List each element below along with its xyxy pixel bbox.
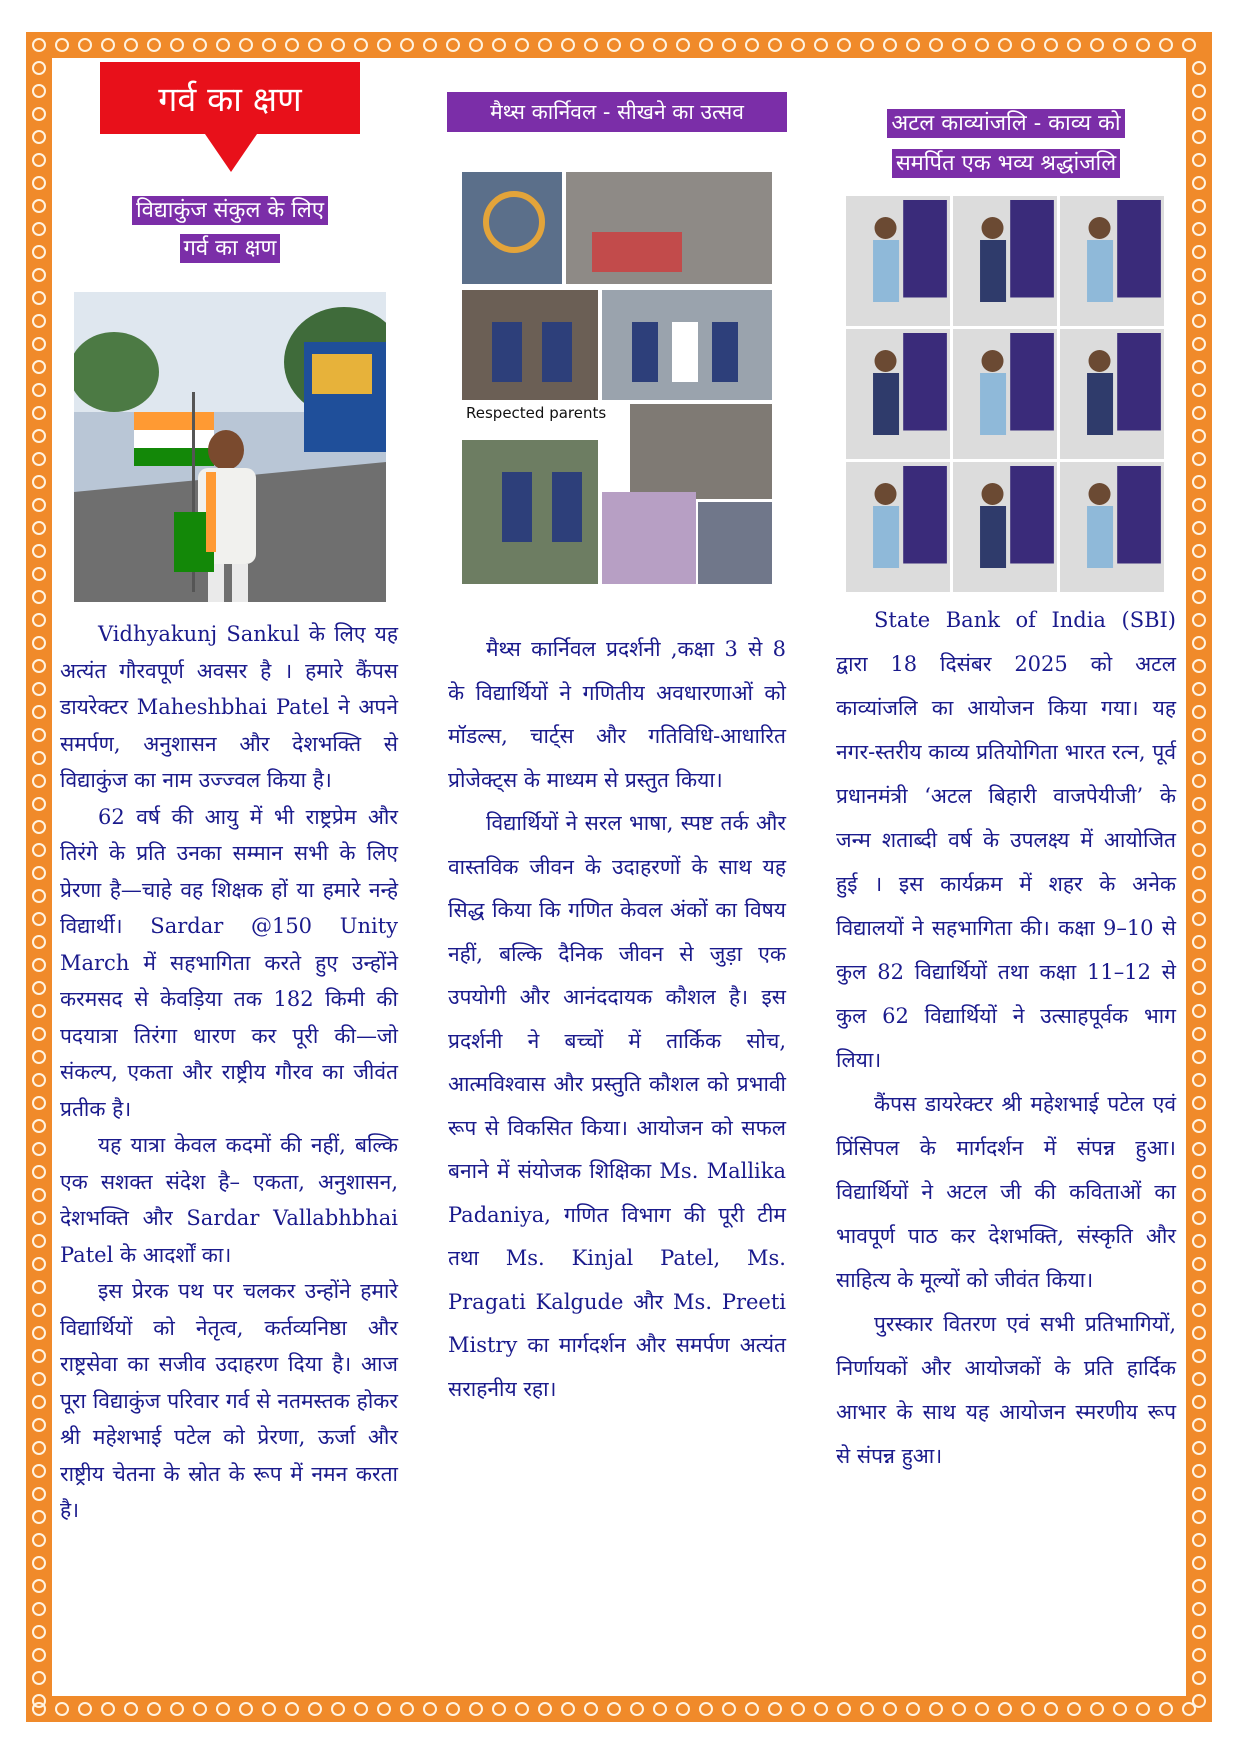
middle-title-text: मैथ्स कार्निवल - सीखने का उत्सव: [490, 100, 744, 124]
left-paragraph: Vidhyakunj Sankul के लिए यह अत्यंत गौरवपूर्ण अवसर है । हमारे कैंपस डायरेक्टर Maheshbhai Patel ने अपने समर्पण, अनुशासन और देशभक्ति से विद्याकुंज का नाम उज्ज्वल किया है।: [60, 622, 398, 792]
left-paragraph: इस प्रेरक पथ पर चलकर उन्होंने हमारे विद्यार्थियों को नेतृत्व, कर्तव्यनिष्ठा और राष्ट्रसेवा का सजीव उदाहरण दिया है। आज पूरा विद्याकुंज परिवार गर्व से नतमस्तक होकर श्री महेशभाई पटेल को प्रेरणा, ऊर्जा और राष्ट्रीय चेतना के स्रोत के रूप में नमन करता है।: [60, 1279, 398, 1522]
maths-carnival-collage: [462, 172, 772, 584]
left-article: [60, 616, 398, 1529]
left-banner-text: गर्व का क्षण: [158, 80, 302, 120]
right-article: [836, 598, 1176, 1478]
right-paragraph: कैंपस डायरेक्टर श्री महेशभाई पटेल एवं प्रिंसिपल के मार्गदर्शन में संपन्न हुआ। विद्यार्थियों ने अटल जी की कविताओं का भावपूर्ण पाठ कर देशभक्ति, संस्कृति और साहित्य के मूल्यों को जीवंत किया।: [836, 1092, 1176, 1292]
left-paragraph: 62 वर्ष की आयु में भी राष्ट्रप्रेम और तिरंगे के प्रति उनका सम्मान सभी के लिए प्रेरणा है—चाहे वह शिक्षक हों या हमारे नन्हे विद्यार्थी। Sardar @150 Unity March में सहभागिता करते हुए उन्होंने करमसद से केवड़िया तक 182 किमी की पदयात्रा तिरंगा धारण कर पूरी की—जो संकल्प, एकता और राष्ट्रीय गौरव का जीवंत प्रतीक है।: [60, 804, 398, 1121]
down-arrow-icon: [205, 134, 257, 172]
left-paragraph: यह यात्रा केवल कदमों की नहीं, बल्कि एक सशक्त संदेश है– एकता, अनुशासन, देशभक्ति और Sardar Vallabhbhai Patel के आदर्शों का।: [60, 1133, 398, 1267]
right-title-line2: समर्पित एक भव्य श्रद्धांजलि: [892, 149, 1120, 178]
right-paragraph: पुरस्कार वितरण एवं सभी प्रतिभागियों, निर्णायकों और आयोजकों के प्रति हार्दिक आभार के साथ यह आयोजन स्मरणीय रूप से संपन्न हुआ।: [836, 1312, 1176, 1468]
middle-article: [448, 628, 786, 1411]
left-subtitle-line2: गर्व का क्षण: [180, 234, 281, 263]
right-title-line1: अटल काव्यांजलि - काव्य को: [887, 109, 1124, 138]
left-subtitle-line1: विद्याकुंज संकुल के लिए: [132, 196, 328, 225]
unity-march-photo: [74, 292, 386, 602]
left-banner: [100, 62, 360, 134]
left-subtitle: [110, 192, 350, 268]
right-paragraph: State Bank of India (SBI) द्वारा 18 दिसंबर 2025 को अटल काव्यांजलि का आयोजन किया गया। यह नगर-स्तरीय काव्य प्रतियोगिता भारत रत्न, पूर्व प्रधानमंत्री ‘अटल बिहारी वाजपेयीजी’ के जन्म शताब्दी वर्ष के उपलक्ष्य में आयोजित हुई । इस कार्यक्रम में शहर के अनेक विद्यालयों ने सहभागिता की। कक्षा 9–10 से कुल 82 विद्यार्थियों तथा कक्षा 11–12 से कुल 62 विद्यार्थियों ने उत्साहपूर्वक भाग लिया।: [836, 608, 1176, 1072]
collage-caption: Respected parents: [462, 400, 626, 426]
right-title: [856, 104, 1156, 184]
middle-paragraph: विद्यार्थियों ने सरल भाषा, स्पष्ट तर्क और वास्तविक जीवन के उदाहरणों के साथ यह सिद्ध किया कि गणित केवल अंकों का विषय नहीं, बल्कि दैनिक जीवन से जुड़ा एक उपयोगी और आनंददायक कौशल है। इस प्रदर्शनी ने बच्चों में तार्किक सोच, आत्मविश्वास और प्रस्तुति कौशल को प्रभावी रूप से विकसित किया। आयोजन को सफल बनाने में संयोजक शिक्षिका Ms. Mallika Padaniya, गणित विभाग की पूरी टीम तथा Ms. Kinjal Patel, Ms. Pragati Kalgude और Ms. Preeti Mistry का मार्गदर्शन और समर्पण अत्यंत सराहनीय रहा।: [448, 811, 786, 1401]
middle-title: [447, 92, 787, 132]
atal-kavyanjali-collage: [846, 196, 1166, 596]
middle-paragraph: मैथ्स कार्निवल प्रदर्शनी ,कक्षा 3 से 8 के विद्यार्थियों ने गणितीय अवधारणाओं को मॉडल्स, चार्ट्स और गतिविधि-आधारित प्रोजेक्ट्स के माध्यम से प्रस्तुत किया।: [448, 637, 786, 792]
